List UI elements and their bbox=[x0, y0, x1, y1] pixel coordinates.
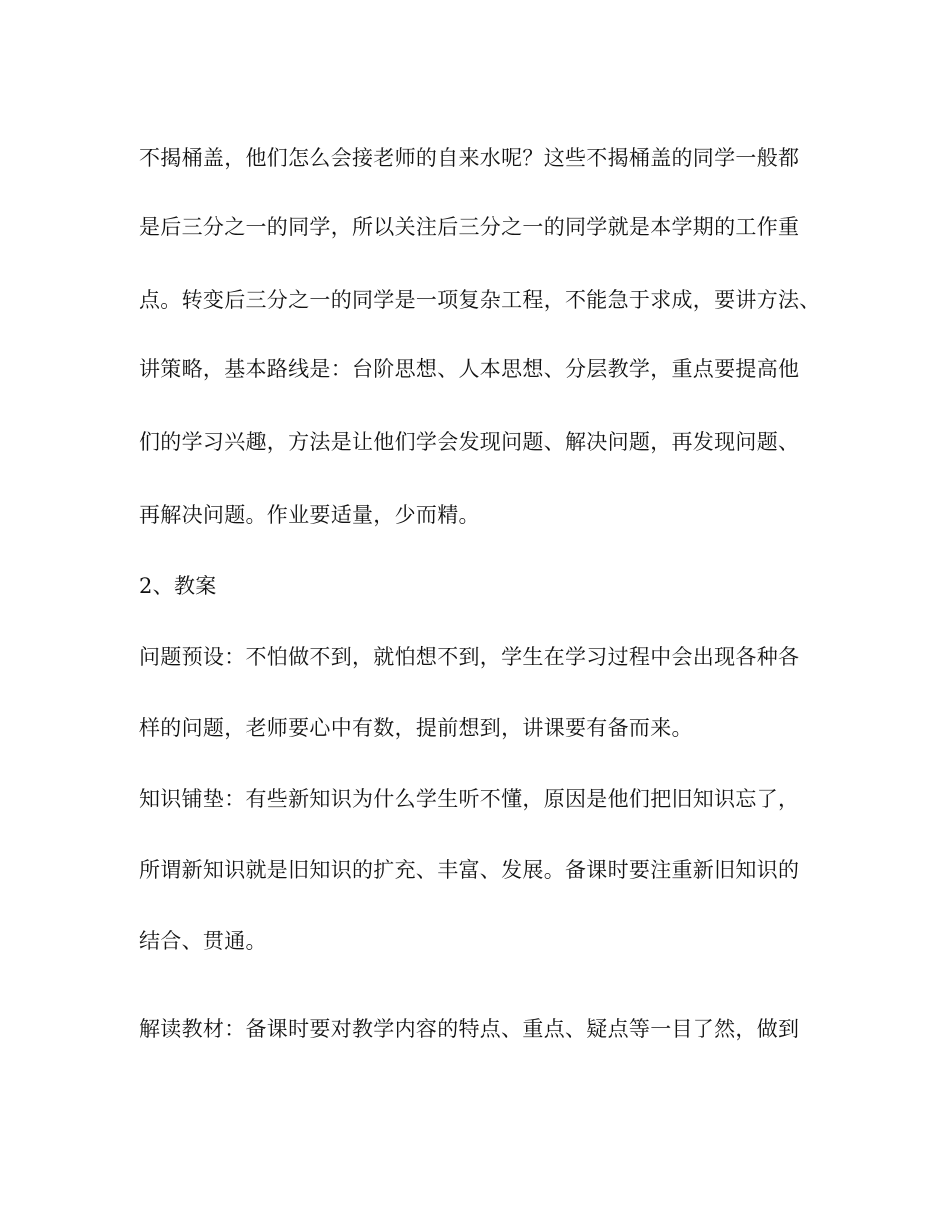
section-heading: 2、教案 bbox=[139, 574, 217, 598]
paragraph-line: 讲策略，基本路线是：台阶思想、人本思想、分层教学，重点要提高他 bbox=[139, 357, 800, 381]
paragraph-line: 知识铺垫：有些新知识为什么学生听不懂，原因是他们把旧知识忘了， bbox=[139, 787, 800, 811]
paragraph-line: 结合、贯通。 bbox=[139, 929, 267, 953]
paragraph-line: 问题预设：不怕做不到，就怕想不到，学生在学习过程中会出现各种各 bbox=[139, 645, 800, 669]
paragraph-line: 样的问题，老师要心中有数，提前想到，讲课要有备而来。 bbox=[139, 716, 693, 740]
paragraph-line: 们的学习兴趣，方法是让他们学会发现问题、解决问题，再发现问题、 bbox=[139, 430, 800, 454]
paragraph-line: 所谓新知识就是旧知识的扩充、丰富、发展。备课时要注重新旧知识的 bbox=[139, 858, 800, 882]
paragraph-line: 解读教材：备课时要对教学内容的特点、重点、疑点等一目了然，做到 bbox=[139, 1017, 800, 1041]
paragraph-line: 不揭桶盖，他们怎么会接老师的自来水呢？这些不揭桶盖的同学一般都 bbox=[139, 146, 800, 170]
paragraph-line: 再解决问题。作业要适量，少而精。 bbox=[139, 503, 480, 527]
paragraph-line: 是后三分之一的同学，所以关注后三分之一的同学就是本学期的工作重 bbox=[139, 215, 800, 239]
paragraph-line: 点。转变后三分之一的同学是一项复杂工程，不能急于求成，要讲方法、 bbox=[139, 288, 821, 312]
